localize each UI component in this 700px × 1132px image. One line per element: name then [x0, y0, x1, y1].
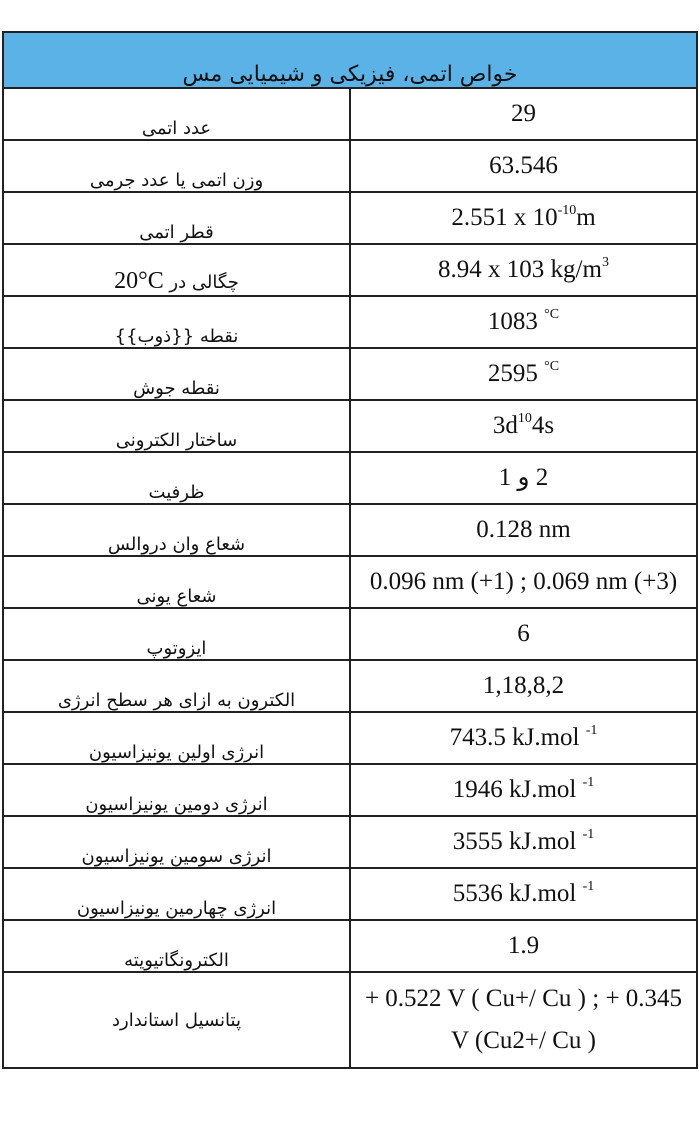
value-main: 3d [492, 412, 518, 440]
table-row [3, 608, 697, 660]
value-superscript: -1 [582, 826, 595, 842]
value-main: 2595 [487, 360, 545, 388]
value-tail: 4s [531, 412, 555, 440]
property-value: 1,18,8,2 [350, 660, 697, 712]
value-superscript: °C [544, 306, 560, 322]
property-value: 6 [350, 608, 697, 660]
property-value: 2 و 1 [350, 452, 697, 504]
value-superscript: °C [544, 358, 560, 374]
value-line-2: V (Cu2+/ Cu ) [451, 1027, 596, 1054]
value-superscript: -1 [585, 722, 598, 738]
table-row [3, 556, 697, 608]
property-label: الکترون به ازای هر سطح انرژی [3, 660, 350, 712]
table-row [3, 816, 697, 868]
value-superscript: -1 [582, 878, 595, 894]
table-row [3, 868, 697, 920]
value-line-1: + 0.522 V ( Cu+/ Cu ) ; + 0.345 [364, 985, 683, 1012]
property-label: ساختار الکترونی [3, 400, 350, 452]
property-value: 0.096 nm (+1) ; 0.069 nm (+3) [350, 556, 697, 608]
value-main: 8.94 x 103 kg/m [438, 256, 602, 284]
value-superscript: -1 [582, 774, 595, 790]
property-value: 29 [350, 88, 697, 140]
property-value [350, 244, 697, 296]
table-row [3, 192, 697, 244]
property-value [350, 348, 697, 400]
table-row [3, 400, 697, 452]
value-tail: m [576, 204, 596, 232]
property-label: پتانسیل استاندارد [3, 972, 350, 1068]
property-label: نقطه {{ذوب}} [3, 296, 350, 348]
table-row [3, 764, 697, 816]
table-row [3, 972, 697, 1068]
property-value: 1.9 [350, 920, 697, 972]
property-label: نقطه جوش [3, 348, 350, 400]
property-value [350, 192, 697, 244]
label-text: چگالی در [163, 272, 239, 293]
property-label: عدد اتمی [3, 88, 350, 140]
table-row [3, 88, 697, 140]
value-main: 743.5 kJ.mol [449, 724, 586, 752]
property-label: انرژی اولین یونیزاسیون [3, 712, 350, 764]
table-title: خواص اتمی، فیزیکی و شیمیایی مس [3, 32, 697, 88]
property-value [350, 816, 697, 868]
value-superscript: -10 [557, 202, 577, 218]
table-row [3, 348, 697, 400]
table-row [3, 244, 697, 296]
property-label: وزن اتمی یا عدد جرمی [3, 140, 350, 192]
property-value [350, 972, 697, 1068]
property-label [3, 244, 350, 296]
table-row [3, 660, 697, 712]
table-row [3, 712, 697, 764]
value-main: 5536 kJ.mol [452, 880, 583, 908]
value-main: 3555 kJ.mol [452, 828, 583, 856]
table-row [3, 452, 697, 504]
value-main: 1946 kJ.mol [452, 776, 583, 804]
label-temperature: 20°C [114, 268, 164, 294]
property-label: انرژی سومین یونیزاسیون [3, 816, 350, 868]
property-label: انرژی چهارمین یونیزاسیون [3, 868, 350, 920]
property-value [350, 712, 697, 764]
property-label: قطر اتمی [3, 192, 350, 244]
property-value [350, 868, 697, 920]
title-row [3, 32, 697, 88]
property-value [350, 400, 697, 452]
value-main: 2.551 x 10 [451, 204, 558, 232]
property-label: ایزوتوپ [3, 608, 350, 660]
table-row [3, 504, 697, 556]
property-value: 0.128 nm [350, 504, 697, 556]
property-label: الکترونگاتیویته [3, 920, 350, 972]
value-main: 1083 [487, 308, 545, 336]
value-superscript: 3 [601, 254, 609, 270]
property-label: ظرفیت [3, 452, 350, 504]
table-row [3, 296, 697, 348]
table-row [3, 920, 697, 972]
copper-properties-table [2, 31, 698, 1069]
property-value [350, 296, 697, 348]
property-label: شعاع یونی [3, 556, 350, 608]
table-row [3, 140, 697, 192]
property-value: 63.546 [350, 140, 697, 192]
property-label: انرژی دومین یونیزاسیون [3, 764, 350, 816]
property-value [350, 764, 697, 816]
value-superscript: 10 [517, 410, 532, 426]
property-label: شعاع وان دروالس [3, 504, 350, 556]
